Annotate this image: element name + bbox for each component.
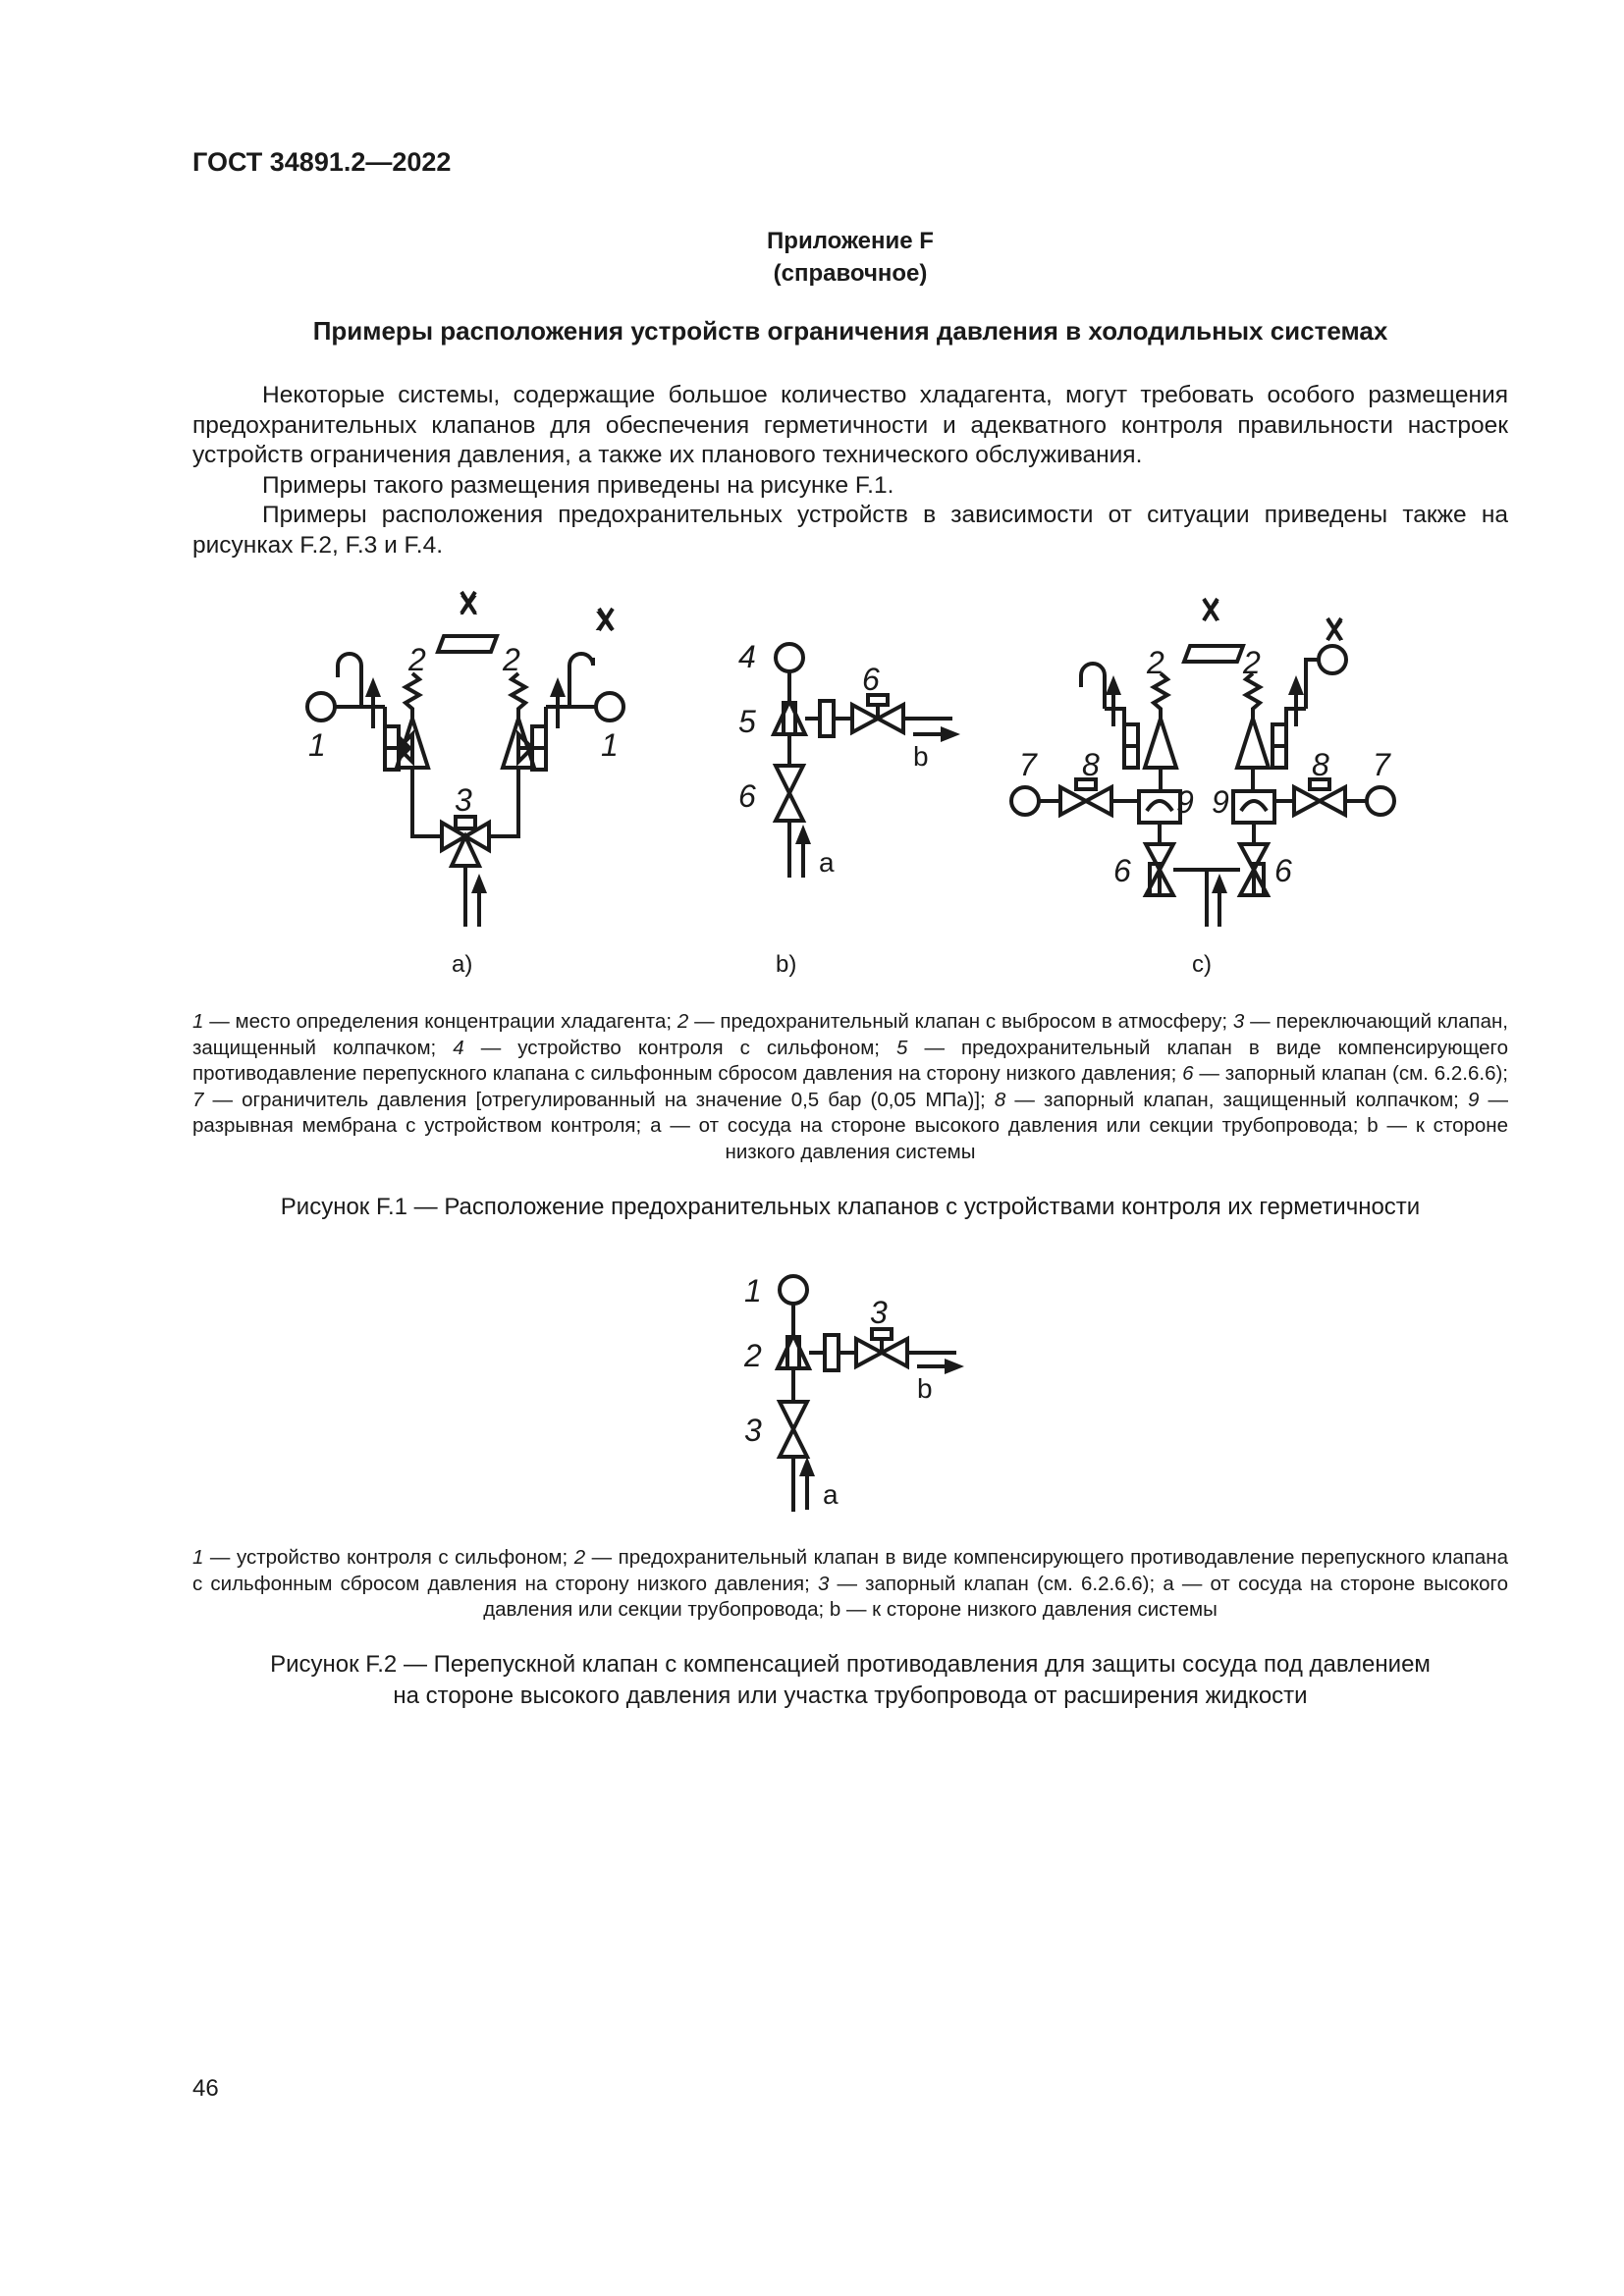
label-2: 2 xyxy=(744,1338,762,1373)
label-8: 8 xyxy=(1312,747,1329,782)
caption-line: на стороне высокого давления или участка трубопровода от расширения жидкости xyxy=(393,1682,1308,1709)
section-title: Примеры расположения устройств ограничения давления в холодильных системах xyxy=(312,316,1388,346)
paragraph: Примеры расположения предохранительных устройств в зависимости от ситуации приведены также на рисунках F.2, F.3 и F.4. xyxy=(192,502,1508,559)
figure-f1-caption: Рисунок F.1 — Расположение предохранительных клапанов с устройствами контроля их герметичности xyxy=(280,1194,1421,1220)
rupture-disc-icon xyxy=(1139,791,1180,823)
label-a: a xyxy=(823,1479,839,1510)
valve-spring-icon xyxy=(512,673,525,719)
label-9: 9 xyxy=(1176,784,1194,820)
label-5: 5 xyxy=(738,704,756,739)
label-1: 1 xyxy=(601,727,619,763)
figure-f2-caption xyxy=(192,1649,1508,1712)
bellows-monitor-icon xyxy=(776,644,803,671)
label-3: 3 xyxy=(744,1413,762,1448)
valve-spring-icon xyxy=(406,673,419,719)
subfigure-label-b: b) xyxy=(776,951,797,978)
label-3: 3 xyxy=(870,1295,888,1330)
concentration-point-icon xyxy=(1319,646,1346,673)
cross-mark: X xyxy=(1202,596,1220,626)
label-2: 2 xyxy=(1243,645,1261,680)
safety-valve-icon xyxy=(1145,719,1176,768)
document-header: ГОСТ 34891.2—2022 xyxy=(192,147,452,177)
paragraph: Некоторые системы, содержащие большое количество хладагента, могут требовать особого размещения предохранительных клапанов для обеспечения герметичности и адекватного контроля правильности настроек устройств ограничения давления, а также их планового технического обслуживания. xyxy=(192,382,1508,468)
atmosphere-outlet-icon xyxy=(1081,664,1105,709)
bellows-icon xyxy=(820,701,834,736)
label-4: 4 xyxy=(738,639,756,674)
label-6: 6 xyxy=(1274,853,1292,888)
bellows-icon xyxy=(825,1335,839,1370)
figure-f1-a xyxy=(307,592,623,927)
label-b: b xyxy=(913,741,929,772)
concentration-point-icon xyxy=(596,693,623,721)
safety-valve-icon xyxy=(778,1335,809,1368)
label-2: 2 xyxy=(408,642,426,677)
bellows-monitor-icon xyxy=(780,1276,807,1304)
concentration-point-icon xyxy=(307,693,335,721)
label-2: 2 xyxy=(503,642,520,677)
cap-icon xyxy=(438,636,497,652)
pressure-limiter-icon xyxy=(1011,787,1039,815)
cap-icon xyxy=(1184,646,1243,662)
label-7: 7 xyxy=(1019,747,1037,782)
atmosphere-outlet-icon xyxy=(569,654,593,707)
figure-f1-legend: 1 — место определения концентрации хладагента; 2 — предохранительный клапан с выбросом в атмосферу; 3 — переключающий клапан, защищенный колпачком; 4 — устройство контроля с сильфоном; 5 — предохранительный клапан в виде компенсирующего противодавление перепускного клапана с сильфонным сбросом давления на сторону низкого давления; 6 — запорный клапан (см. 6.2.6.6); 7 — ограничитель давления [отрегулированный на значение 0,5 бар (0,05 МПа)]; 8 — запорный клапан, защищенный колпачком; 9 — разрывная мембрана с устройством контроля; а — от сосуда на стороне высокого давления или секции трубопровода; b — к стороне низкого давления системы xyxy=(192,1010,1508,1163)
label-6: 6 xyxy=(1113,853,1131,888)
label-6: 6 xyxy=(862,662,880,697)
annex-title: Приложение F xyxy=(767,228,934,254)
label-9: 9 xyxy=(1212,784,1229,820)
safety-valve-icon xyxy=(774,701,805,734)
label-7: 7 xyxy=(1373,747,1390,782)
caption-line: Рисунок F.2 — Перепускной клапан с компенсацией противодавления для защиты сосуда под давлением xyxy=(270,1651,1431,1678)
figure-f2-legend: 1 — устройство контроля с сильфоном; 2 — предохранительный клапан в виде компенсирующего противодавление перепускного клапана с сильфонным сбросом давления на сторону низкого давления; 3 — запорный клапан (см. 6.2.6.6); а — от сосуда на стороне высокого давления или секции трубопровода; b — к стороне низкого давления системы xyxy=(192,1546,1508,1621)
subfigure-label-a: а) xyxy=(452,951,473,978)
cross-mark: X xyxy=(460,590,478,620)
label-b: b xyxy=(917,1373,933,1404)
label-1: 1 xyxy=(744,1273,762,1308)
label-6: 6 xyxy=(738,778,756,814)
rupture-disc-icon xyxy=(1233,791,1274,823)
paragraph: Примеры такого размещения приведены на рисунке F.1. xyxy=(262,471,894,499)
pressure-limiter-icon xyxy=(1367,787,1394,815)
label-8: 8 xyxy=(1082,747,1100,782)
figure-f1-c xyxy=(1011,599,1394,927)
label-2: 2 xyxy=(1147,645,1164,680)
label-1: 1 xyxy=(308,727,326,763)
cross-mark: X xyxy=(595,606,614,636)
label-3: 3 xyxy=(455,782,472,818)
label-a: a xyxy=(819,847,835,878)
page-number: 46 xyxy=(192,2075,219,2102)
atmosphere-outlet-icon xyxy=(338,654,361,707)
cross-mark: X xyxy=(1326,615,1344,646)
annex-subtitle: (справочное) xyxy=(773,260,928,287)
subfigure-label-c: c) xyxy=(1192,951,1212,978)
safety-valve-icon xyxy=(1237,719,1269,768)
